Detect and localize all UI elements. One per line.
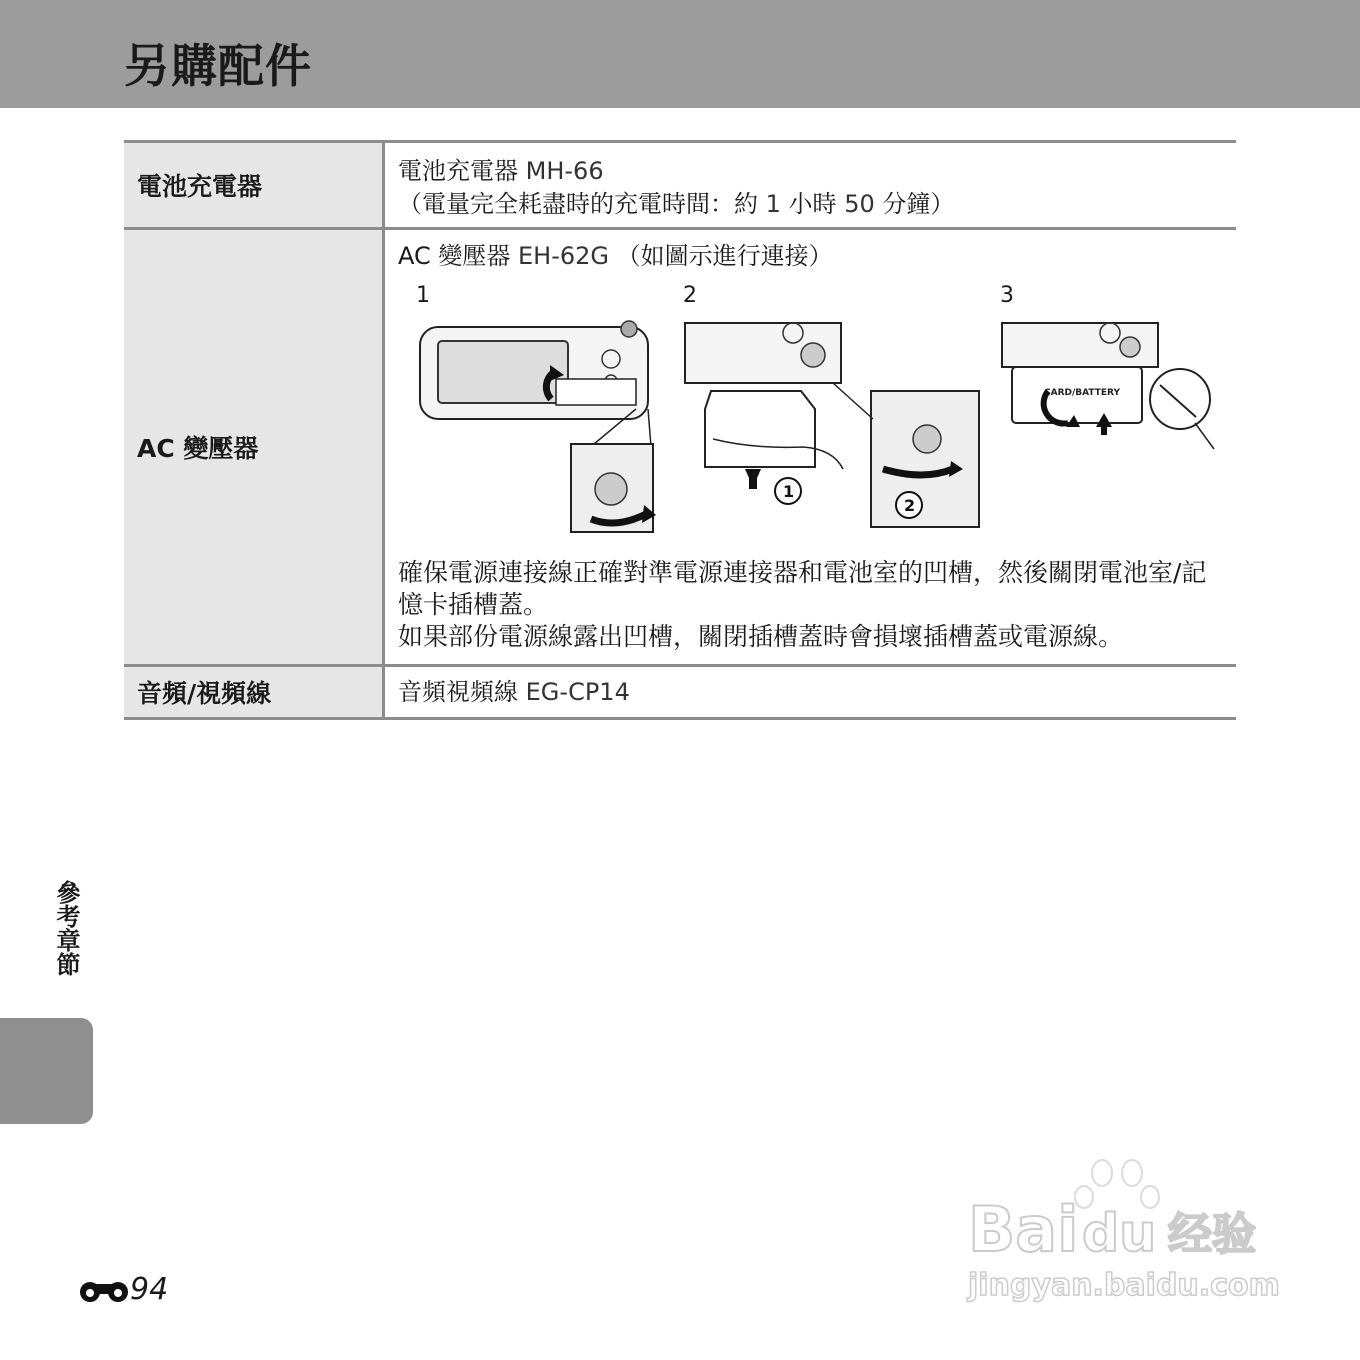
card-battery-label: CARD/BATTERY [1044, 388, 1120, 398]
page-title: 另購配件 [124, 39, 312, 93]
content-line [398, 188, 1222, 221]
reference-icon [78, 1276, 130, 1304]
watermark-brand-2: du [1082, 1204, 1157, 1264]
row-label: 電池充電器 [124, 143, 385, 227]
watermark-brand-cn: 经验 [1168, 1209, 1256, 1260]
page-header [0, 0, 1360, 108]
content-line [398, 240, 1228, 273]
baidu-watermark [960, 1155, 1280, 1315]
step-number: 3 [1000, 283, 1014, 308]
instruction-note: 確保電源連接線正確對準電源連接器和電池室的凹槽，然後關閉電池室/記憶卡插槽蓋。 [398, 558, 1207, 619]
product-name: 音頻視頻線 [398, 678, 526, 706]
accessories-table [124, 140, 1236, 720]
row-content [385, 230, 1242, 664]
model-number: EG-CP14 [525, 678, 630, 706]
hours-unit: 小時 [780, 190, 845, 218]
row-content [385, 667, 1236, 717]
row-label: AC 變壓器 [124, 230, 385, 664]
product-name: 電池充電器 [398, 157, 526, 185]
row-content [385, 143, 1236, 227]
watermark-brand: Bai [968, 1193, 1079, 1266]
minutes-value: 50 [844, 190, 875, 218]
page-number [78, 1272, 168, 1307]
model-number: MH-66 [525, 157, 604, 185]
page-number-text: 94 [130, 1272, 169, 1307]
watermark-url: jingyan.baidu.com [968, 1268, 1280, 1303]
step-number: 2 [683, 283, 697, 308]
table-row [124, 667, 1236, 720]
circled-number: 1 [783, 482, 795, 501]
instruction-text: （如圖示進行連接） [609, 242, 833, 270]
hours-value: 1 [765, 190, 781, 218]
camera-illustration [416, 319, 666, 539]
connection-figure [398, 277, 1228, 547]
row-label: 音頻/視頻線 [124, 667, 385, 717]
table-row [124, 230, 1236, 667]
table-row [124, 143, 1236, 230]
minutes-unit: 分鐘） [874, 190, 955, 218]
cover-closed-illustration [1000, 319, 1220, 459]
step-number: 1 [416, 283, 430, 308]
charge-time-text: （電量完全耗盡時的充電時間：約 [398, 190, 766, 218]
section-tab [0, 1018, 93, 1124]
battery-slot-illustration [683, 319, 983, 539]
product-name: AC 變壓器 [398, 242, 519, 270]
warning-note: 如果部份電源線露出凹槽，關閉插槽蓋時會損壞插槽蓋或電源線。 [398, 622, 1124, 651]
paw-logo-icon [1075, 1160, 1159, 1208]
section-label: 參考章節 [52, 880, 80, 976]
model-number: EH-62G [518, 242, 610, 270]
content-line [398, 155, 1222, 188]
circled-number: 2 [904, 496, 916, 515]
